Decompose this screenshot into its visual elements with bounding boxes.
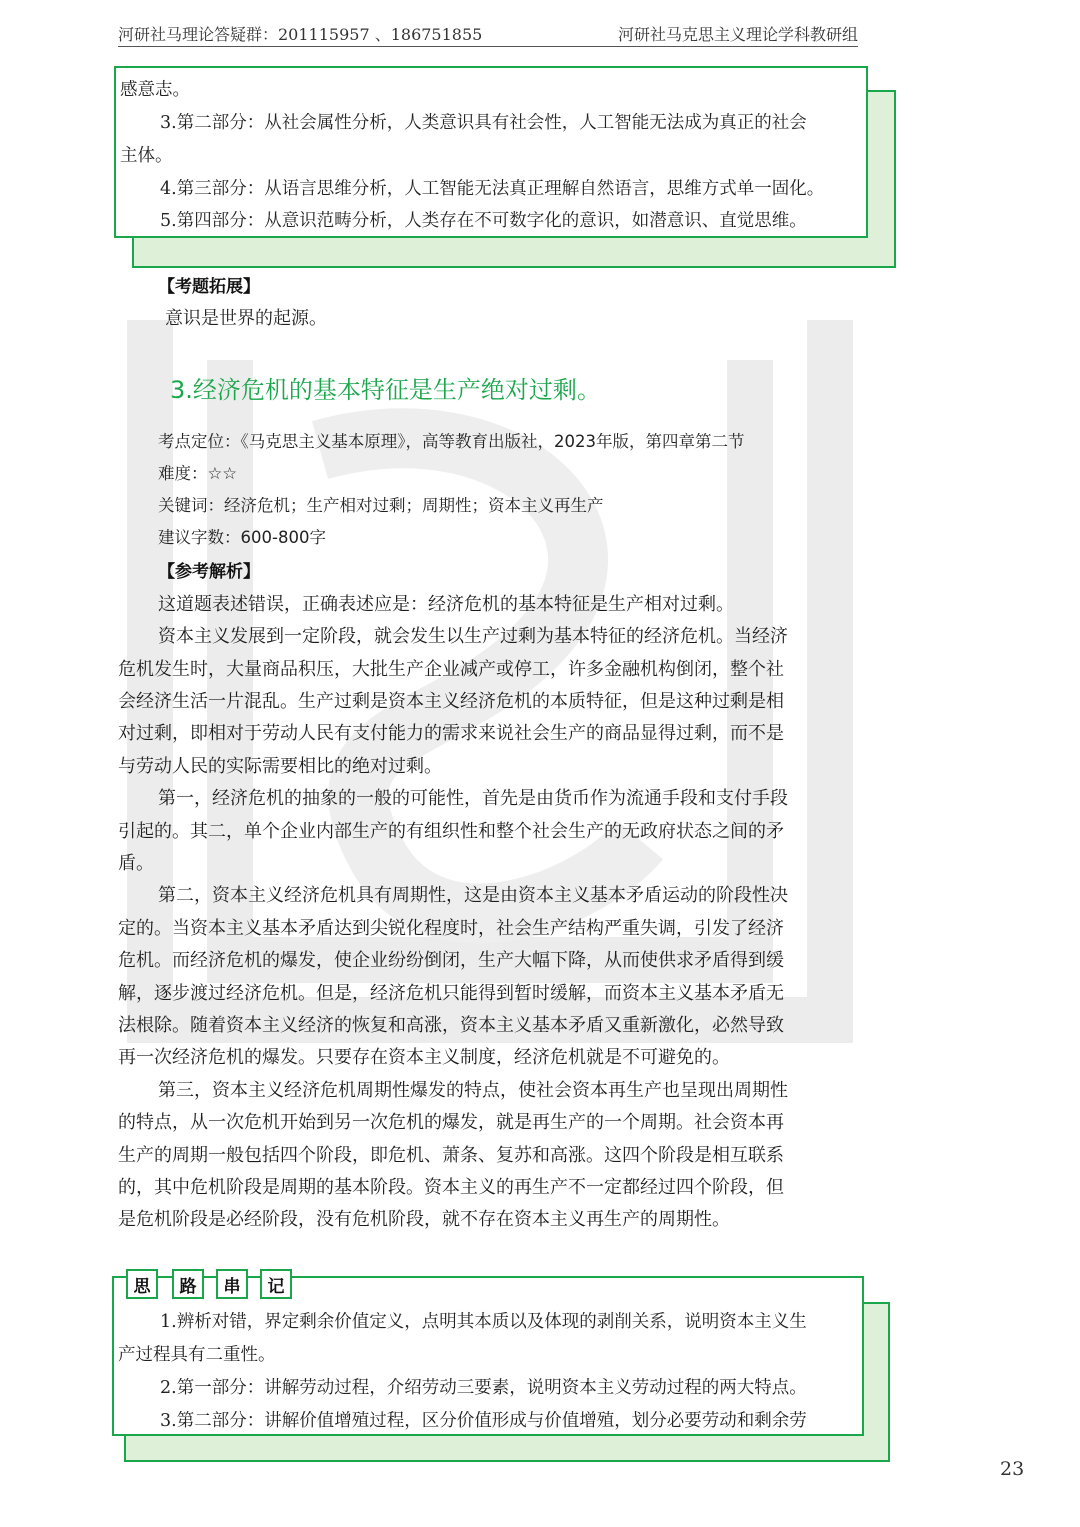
body-line: 第一，经济危机的抽象的一般的可能性，首先是由货币作为流通手段和支付手段: [158, 788, 788, 809]
analysis-heading: 【参考解析】: [158, 562, 260, 582]
body-line: 法根除。随着资本主义经济的恢复和高涨，资本主义基本矛盾又重新激化，必然导致: [118, 1015, 784, 1036]
body-line: 危机发生时，大量商品积压，大批生产企业减产或停工，许多金融机构倒闭，整个社: [118, 659, 784, 680]
body-line: 生产的周期一般包括四个阶段，即危机、萧条、复苏和高涨。这四个阶段是相互联系: [118, 1145, 784, 1166]
bottom-note-line: 1.辨析对错，界定剩余价值定义，点明其本质以及体现的剥削关系，说明资本主义生: [160, 1312, 807, 1332]
question-meta-keywords: 关键词：经济危机；生产相对过剩；周期性；资本主义再生产: [158, 496, 604, 515]
bottom-note-line: 产过程具有二重性。: [118, 1345, 276, 1365]
body-line: 再一次经济危机的爆发。只要存在资本主义制度，经济危机就是不可避免的。: [118, 1047, 730, 1068]
top-note-box: [114, 66, 868, 238]
note-tag-ji: 记: [260, 1269, 292, 1299]
body-line: 会经济生活一片混乱。生产过剩是资本主义经济危机的本质特征，但是这种过剩是相: [118, 691, 784, 712]
question-meta-difficulty: 难度：☆☆: [158, 464, 238, 483]
body-line: 的，其中危机阶段是周期的基本阶段。资本主义的再生产不一定都经过四个阶段，但: [118, 1177, 784, 1198]
note-tag-si: 思: [126, 1269, 158, 1299]
body-line: 引起的。其二，单个企业内部生产的有组织性和整个社会生产的无政府状态之间的矛: [118, 821, 784, 842]
question-meta-wordcount: 建议字数：600-800字: [158, 528, 326, 547]
body-line: 对过剩，即相对于劳动人民有支付能力的需求来说社会生产的商品显得过剩，而不是: [118, 723, 784, 744]
body-line: 危机。而经济危机的爆发，使企业纷纷倒闭，生产大幅下降，从而使供求矛盾得到缓: [118, 950, 784, 971]
body-line: 解，逐步渡过经济危机。但是，经济危机只能得到暂时缓解，而资本主义基本矛盾无: [118, 983, 784, 1004]
header-right-text: 河研社马克思主义理论学科教研组: [617, 25, 858, 44]
top-note-line: 4.第三部分：从语言思维分析，人工智能无法真正理解自然语言，思维方式单一固化。: [160, 179, 825, 199]
body-line: 这道题表述错误，正确表述应是：经济危机的基本特征是生产相对过剩。: [158, 594, 734, 615]
body-line: 资本主义发展到一定阶段，就会发生以生产过剩为基本特征的经济危机。当经济: [158, 626, 788, 647]
note-tag-lu: 路: [172, 1269, 204, 1299]
bottom-note-line: 3.第二部分：讲解价值增殖过程，区分价值形成与价值增殖，划分必要劳动和剩余劳: [160, 1411, 807, 1431]
extension-heading: 【考题拓展】: [158, 277, 260, 297]
body-line: 与劳动人民的实际需要相比的绝对过剩。: [118, 756, 442, 777]
question-title: 3.经济危机的基本特征是生产绝对过剩。: [170, 376, 601, 404]
top-note-line: 3.第二部分：从社会属性分析，人类意识具有社会性，人工智能无法成为真正的社会: [160, 113, 807, 133]
body-line: 是危机阶段是必经阶段，没有危机阶段，就不存在资本主义再生产的周期性。: [118, 1209, 730, 1230]
body-line: 的特点，从一次危机开始到另一次危机的爆发，就是再生产的一个周期。社会资本再: [118, 1112, 784, 1133]
header-left-text: 河研社马理论答疑群：201115957 、186751855: [118, 25, 483, 44]
page-number: 23: [1000, 1458, 1025, 1480]
top-note-line: 主体。: [120, 146, 173, 166]
top-note-line: 5.第四部分：从意识范畴分析，人类存在不可数字化的意识，如潜意识、直觉思维。: [160, 211, 807, 231]
bottom-note-line: 2.第一部分：讲解劳动过程，介绍劳动三要素，说明资本主义劳动过程的两大特点。: [160, 1378, 807, 1398]
body-line: 第三，资本主义经济危机周期性爆发的特点，使社会资本再生产也呈现出周期性: [158, 1080, 788, 1101]
body-line: 定的。当资本主义基本矛盾达到尖锐化程度时，社会生产结构严重失调，引发了经济: [118, 918, 784, 939]
extension-text: 意识是世界的起源。: [165, 308, 327, 329]
header-divider: [118, 46, 858, 47]
note-tag-chuan: 串: [216, 1269, 248, 1299]
body-line: 盾。: [118, 853, 154, 874]
bottom-note-box: [112, 1276, 864, 1436]
top-note-line: 感意志。: [120, 80, 190, 100]
body-line: 第二，资本主义经济危机具有周期性，这是由资本主义基本矛盾运动的阶段性决: [158, 885, 788, 906]
question-meta-source: 考点定位：《马克思主义基本原理》，高等教育出版社，2023年版，第四章第二节: [158, 432, 745, 451]
